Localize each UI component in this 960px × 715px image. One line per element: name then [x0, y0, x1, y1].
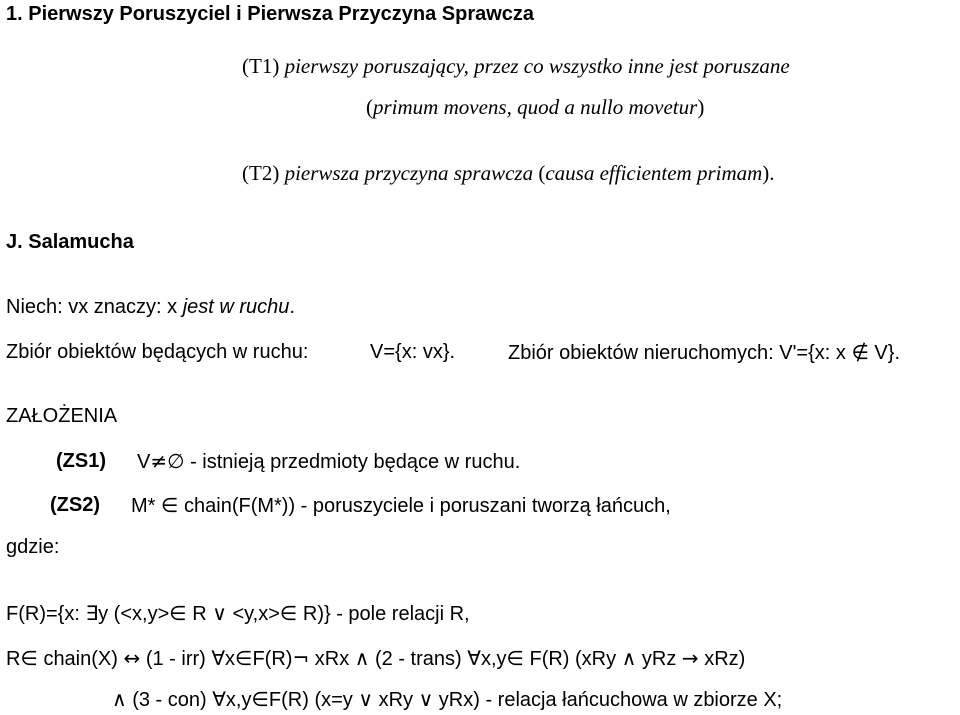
and-icon: ∧ [112, 687, 127, 711]
paren-close: ) [697, 95, 705, 119]
set-moving-def: V={x: vx}. [370, 341, 456, 363]
or-icon: ∨ [358, 687, 373, 711]
field-c: R [192, 603, 207, 625]
con-text: yRx) - relacja łańcuchowa w zbiorze X; [438, 689, 783, 711]
field-e: R)} - pole relacji R, [302, 603, 470, 625]
where-label: gdzie: [6, 536, 60, 558]
chain-fr-xry: F(R) (xRy [529, 648, 617, 670]
con-fr: F(R) (x=y [268, 689, 353, 711]
thesis-t2-latin: causa efficientem primam [545, 161, 763, 185]
thesis-t1-latin-text: primum movens, quod a nullo movetur [373, 95, 698, 119]
field-d: <y,x> [232, 603, 280, 625]
set-unmoving-text: Zbiór obiektów nieruchomych: V'={x: x [508, 342, 846, 364]
element-of-icon: ∈ [251, 687, 269, 711]
element-of-icon: ∈ [235, 646, 253, 670]
element-of-icon: ∈ [279, 601, 298, 625]
page-title: 1. Pierwszy Poruszyciel i Pierwsza Przyczyna Sprawcza [6, 3, 535, 25]
con-xy: x,y [225, 689, 252, 711]
chain-r: R [6, 648, 21, 670]
chain-xrx: xRx [314, 648, 350, 670]
field-b: y (<x,y> [98, 603, 170, 625]
chain-x: x [225, 648, 236, 670]
and-icon: ∧ [354, 646, 370, 670]
set-moving-label: Zbiór obiektów będących w ruchu: [6, 341, 309, 363]
not-in-icon: ∉ [851, 340, 869, 364]
chain-irr: (1 - irr) [145, 648, 206, 670]
thesis-t2-label: (T2) [242, 161, 280, 185]
thesis-t1-label: (T1) [242, 54, 280, 78]
thesis-t1-text: pierwszy poruszający, przez co wszystko inne jest poruszane [284, 54, 790, 78]
paren-close: ). [762, 161, 775, 185]
zs2-formula [131, 495, 671, 516]
zs1-formula [137, 451, 520, 472]
forall-icon: ∀ [212, 687, 226, 711]
niech-suffix: . [289, 296, 295, 318]
niech-prefix: Niech: vx znaczy: x [6, 296, 183, 318]
thesis-t2 [242, 163, 775, 184]
or-icon: ∨ [418, 687, 434, 711]
chain-yrz: yRz [641, 648, 677, 670]
field-a: F(R)={x: [6, 603, 80, 625]
set-unmoving-end: V}. [874, 342, 900, 364]
zs2-text: chain(F(M*)) - poruszyciele i poruszani tworzą łańcuch, [184, 495, 671, 517]
thesis-t1 [242, 56, 790, 77]
definition-niech [6, 297, 295, 317]
field-definition [6, 603, 470, 624]
not-equal-empty-icon: ≠∅ [150, 449, 185, 473]
section-assumptions: ZAŁOŻENIA [6, 405, 118, 427]
element-of-icon: ∈ [169, 601, 187, 625]
chain-fr: F(R) [252, 648, 293, 670]
author: J. Salamucha [6, 231, 134, 253]
element-of-icon: ∈ [20, 646, 38, 670]
exists-icon: ∃ [85, 601, 99, 625]
chain-a: chain(X) [43, 648, 118, 670]
forall-icon: ∀ [467, 646, 481, 670]
paren-open: ( [538, 161, 546, 185]
element-of-icon: ∈ [506, 646, 524, 670]
chain-trans: (2 - trans) [375, 648, 462, 670]
and-icon: ∧ [621, 646, 637, 670]
niech-italic: jest w ruchu [182, 296, 290, 318]
thesis-t2-text: pierwsza przyczyna sprawcza [284, 161, 534, 185]
element-of-icon: ∈ [161, 493, 179, 517]
or-icon: ∨ [212, 601, 227, 625]
chain-definition [6, 648, 745, 669]
set-unmoving [508, 342, 900, 363]
con-xry: xRy [378, 689, 414, 711]
zs1-text: - istnieją przedmioty będące w ruchu. [190, 451, 521, 473]
chain-xy: x,y [480, 648, 507, 670]
connectedness-definition [112, 689, 782, 710]
con-label: (3 - con) [132, 689, 207, 711]
implies-arrow-icon: → [681, 646, 699, 670]
chain-xrz: xRz) [704, 648, 746, 670]
zs2-label: (ZS2) [50, 494, 100, 516]
zs1-label: (ZS1) [56, 450, 106, 472]
zs2-m: M* [131, 495, 156, 517]
iff-arrow-icon: ↔ [123, 646, 141, 670]
negation-icon: ¬ [292, 646, 310, 670]
paren-open: ( [366, 95, 373, 119]
thesis-t1-latin [366, 97, 704, 118]
forall-icon: ∀ [211, 646, 226, 670]
zs1-v: V [137, 451, 151, 473]
